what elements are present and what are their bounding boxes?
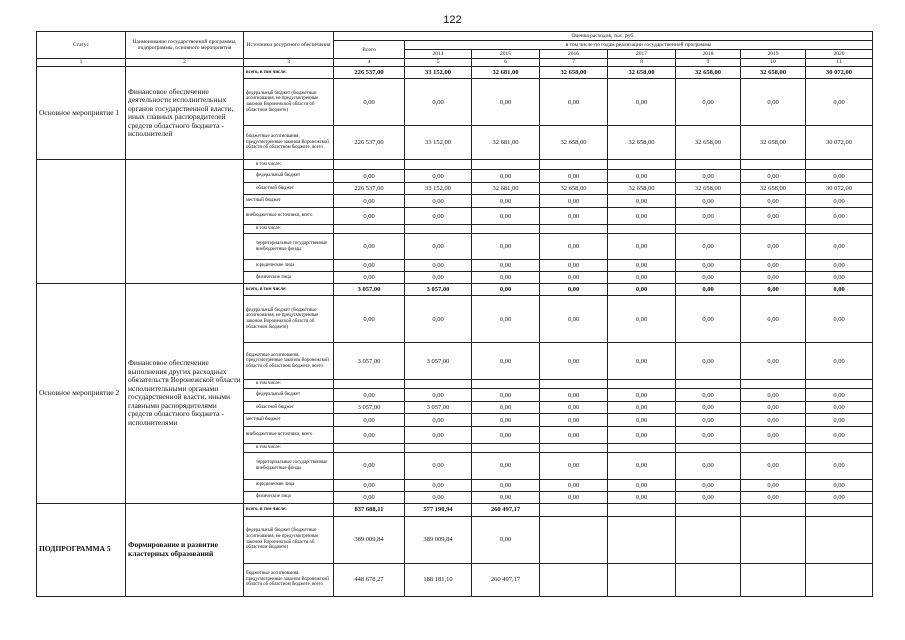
value-cell: 0,00 xyxy=(334,479,405,491)
value-cell: 0,00 xyxy=(608,427,676,444)
value-cell: 32 681,00 xyxy=(472,67,540,79)
value-cell: 0,00 xyxy=(741,427,806,444)
value-cell xyxy=(472,160,540,170)
header-year: 2015 xyxy=(472,50,540,59)
value-cell: 0,00 xyxy=(806,260,873,272)
value-cell: 0,00 xyxy=(405,491,472,503)
value-cell: 0,00 xyxy=(608,208,676,225)
value-cell: 0,00 xyxy=(741,402,806,414)
value-cell: 0,00 xyxy=(334,195,405,208)
value-cell: 0,00 xyxy=(405,296,472,343)
value-cell: 0,00 xyxy=(334,272,405,284)
value-cell: 0,00 xyxy=(540,414,608,427)
row-source: юридические лица xyxy=(244,260,334,272)
row-source: бюджетные ассигнования, предусмотренные законом Воронежской области об областном бюджете, всего xyxy=(244,343,334,380)
row-source: всего, в том числе: xyxy=(244,67,334,79)
value-cell xyxy=(806,380,873,389)
value-cell: 0,00 xyxy=(676,402,741,414)
value-cell: 0,00 xyxy=(676,234,741,260)
column-number: 6 xyxy=(472,59,540,67)
value-cell: 3 057,00 xyxy=(405,343,472,380)
value-cell: 389 009,84 xyxy=(405,516,472,563)
value-cell xyxy=(608,563,676,596)
value-cell xyxy=(676,380,741,389)
value-cell: 0,00 xyxy=(334,389,405,402)
value-cell xyxy=(334,160,405,170)
table-row xyxy=(37,160,873,170)
header-total: Всего xyxy=(334,41,405,59)
row-source: федеральный бюджет xyxy=(244,170,334,183)
value-cell: 0,00 xyxy=(472,427,540,444)
value-cell: 0,00 xyxy=(608,343,676,380)
value-cell: 32 658,00 xyxy=(741,126,806,160)
value-cell xyxy=(540,444,608,453)
value-cell: 0,00 xyxy=(540,284,608,296)
value-cell: 0,00 xyxy=(608,79,676,126)
value-cell xyxy=(741,503,806,516)
row-source: областной бюджет xyxy=(244,183,334,195)
value-cell: 0,00 xyxy=(806,234,873,260)
row-source: физические лица xyxy=(244,491,334,503)
value-cell: 0,00 xyxy=(334,414,405,427)
value-cell: 0,00 xyxy=(334,260,405,272)
header-year: 2016 xyxy=(540,50,608,59)
value-cell: 0,00 xyxy=(741,343,806,380)
value-cell: 32 681,00 xyxy=(472,126,540,160)
value-cell xyxy=(608,380,676,389)
header-status: Статус xyxy=(37,32,126,59)
value-cell: 837 688,11 xyxy=(334,503,405,516)
value-cell: 32 658,00 xyxy=(676,67,741,79)
value-cell: 32 658,00 xyxy=(741,183,806,195)
value-cell xyxy=(405,160,472,170)
value-cell: 3 057,00 xyxy=(405,402,472,414)
value-cell: 260 497,17 xyxy=(472,503,540,516)
value-cell: 0,00 xyxy=(608,195,676,208)
column-number: 2 xyxy=(126,59,244,67)
row-source: территориальные государственные внебюджетные фонды xyxy=(244,234,334,260)
value-cell: 0,00 xyxy=(472,414,540,427)
value-cell xyxy=(540,380,608,389)
value-cell: 0,00 xyxy=(741,170,806,183)
value-cell xyxy=(540,503,608,516)
value-cell xyxy=(741,444,806,453)
value-cell: 0,00 xyxy=(540,272,608,284)
value-cell xyxy=(608,444,676,453)
value-cell: 0,00 xyxy=(676,272,741,284)
budget-table xyxy=(36,31,873,597)
value-cell: 3 057,00 xyxy=(334,402,405,414)
value-cell: 0,00 xyxy=(540,402,608,414)
value-cell: 226 537,00 xyxy=(334,126,405,160)
value-cell: 33 152,00 xyxy=(405,126,472,160)
value-cell: 0,00 xyxy=(806,402,873,414)
value-cell xyxy=(806,444,873,453)
value-cell: 0,00 xyxy=(676,389,741,402)
value-cell: 0,00 xyxy=(806,491,873,503)
value-cell xyxy=(334,444,405,453)
value-cell xyxy=(741,225,806,234)
value-cell: 0,00 xyxy=(472,79,540,126)
row-program-name: Финансовое обеспечение деятельности исполнительных органов государственной власти, иных главных распорядителей средств областного бюджета - исполнителей xyxy=(126,67,244,160)
column-number: 10 xyxy=(741,59,806,67)
value-cell xyxy=(676,160,741,170)
row-program-name: Финансовое обеспечение выполнения других расходных обязательств Воронежской области исполнительными органами государственной власти, иными главными распорядителями средств областного бюджета - исполнителями xyxy=(126,284,244,504)
value-cell: 32 658,00 xyxy=(608,183,676,195)
value-cell: 0,00 xyxy=(608,234,676,260)
value-cell: 0,00 xyxy=(334,491,405,503)
value-cell: 0,00 xyxy=(540,234,608,260)
value-cell: 0,00 xyxy=(806,343,873,380)
value-cell: 0,00 xyxy=(741,208,806,225)
value-cell xyxy=(405,225,472,234)
value-cell: 0,00 xyxy=(676,296,741,343)
value-cell xyxy=(608,516,676,563)
value-cell: 30 072,00 xyxy=(806,126,873,160)
value-cell: 0,00 xyxy=(405,170,472,183)
value-cell xyxy=(676,503,741,516)
value-cell: 0,00 xyxy=(472,260,540,272)
row-program-name xyxy=(126,160,244,284)
value-cell xyxy=(405,380,472,389)
value-cell: 0,00 xyxy=(472,208,540,225)
value-cell: 0,00 xyxy=(806,479,873,491)
value-cell: 0,00 xyxy=(676,427,741,444)
value-cell xyxy=(405,444,472,453)
value-cell: 0,00 xyxy=(741,491,806,503)
value-cell xyxy=(806,160,873,170)
value-cell: 0,00 xyxy=(608,260,676,272)
value-cell: 0,00 xyxy=(806,452,873,479)
value-cell: 0,00 xyxy=(472,195,540,208)
value-cell: 0,00 xyxy=(608,272,676,284)
value-cell: 260 497,17 xyxy=(472,563,540,596)
row-source: всего, в том числе: xyxy=(244,284,334,296)
value-cell: 0,00 xyxy=(334,79,405,126)
value-cell xyxy=(608,160,676,170)
table-row xyxy=(37,503,873,516)
value-cell: 0,00 xyxy=(472,402,540,414)
value-cell: 226 537,00 xyxy=(334,67,405,79)
value-cell: 0,00 xyxy=(540,343,608,380)
value-cell: 0,00 xyxy=(405,427,472,444)
value-cell: 32 658,00 xyxy=(608,67,676,79)
value-cell: 3 057,00 xyxy=(334,284,405,296)
row-source: внебюджетные источники, всего xyxy=(244,427,334,444)
column-number: 4 xyxy=(334,59,405,67)
value-cell: 0,00 xyxy=(741,479,806,491)
value-cell xyxy=(472,225,540,234)
column-number: 7 xyxy=(540,59,608,67)
value-cell: 0,00 xyxy=(608,402,676,414)
value-cell: 188 181,10 xyxy=(405,563,472,596)
value-cell: 0,00 xyxy=(741,296,806,343)
value-cell: 33 152,00 xyxy=(405,67,472,79)
value-cell xyxy=(676,444,741,453)
value-cell: 0,00 xyxy=(676,452,741,479)
value-cell: 30 072,00 xyxy=(806,67,873,79)
value-cell: 0,00 xyxy=(405,195,472,208)
table-row xyxy=(37,67,873,79)
column-number: 11 xyxy=(806,59,873,67)
value-cell xyxy=(608,503,676,516)
value-cell: 0,00 xyxy=(676,195,741,208)
header-year: 2020 xyxy=(806,50,873,59)
value-cell xyxy=(676,563,741,596)
column-number: 1 xyxy=(37,59,126,67)
value-cell: 0,00 xyxy=(540,208,608,225)
value-cell xyxy=(806,225,873,234)
header-year: 2019 xyxy=(741,50,806,59)
value-cell: 0,00 xyxy=(405,479,472,491)
header-year: 2017 xyxy=(608,50,676,59)
value-cell: 0,00 xyxy=(608,284,676,296)
value-cell: 30 072,00 xyxy=(806,183,873,195)
value-cell: 0,00 xyxy=(405,414,472,427)
value-cell xyxy=(806,503,873,516)
page-number: 122 xyxy=(443,14,462,26)
row-source: федеральный бюджет (бюджетные ассигнования, не предусмотренные законом Воронежской области об областном бюджете) xyxy=(244,79,334,126)
value-cell: 32 658,00 xyxy=(741,67,806,79)
value-cell: 32 658,00 xyxy=(608,126,676,160)
value-cell: 32 658,00 xyxy=(540,183,608,195)
value-cell xyxy=(334,380,405,389)
value-cell: 0,00 xyxy=(472,343,540,380)
row-source: бюджетные ассигнования, предусмотренные законом Воронежской области об областном бюджете, всего xyxy=(244,563,334,596)
value-cell xyxy=(676,516,741,563)
row-status: Основное мероприятие 1 xyxy=(37,67,126,160)
value-cell: 0,00 xyxy=(806,414,873,427)
row-source: местный бюджет xyxy=(244,195,334,208)
value-cell: 0,00 xyxy=(608,170,676,183)
column-number: 5 xyxy=(405,59,472,67)
value-cell: 32 658,00 xyxy=(540,67,608,79)
value-cell xyxy=(540,225,608,234)
value-cell xyxy=(741,160,806,170)
value-cell: 0,00 xyxy=(540,427,608,444)
value-cell: 389 009,84 xyxy=(334,516,405,563)
value-cell: 226 537,00 xyxy=(334,183,405,195)
value-cell xyxy=(334,225,405,234)
value-cell: 0,00 xyxy=(741,452,806,479)
row-source: федеральный бюджет xyxy=(244,389,334,402)
row-status: ПОДПРОГРАММА 5 xyxy=(37,503,126,596)
row-status xyxy=(37,160,126,284)
value-cell xyxy=(540,516,608,563)
value-cell: 0,00 xyxy=(806,296,873,343)
value-cell: 0,00 xyxy=(472,491,540,503)
value-cell: 0,00 xyxy=(741,389,806,402)
value-cell: 0,00 xyxy=(608,296,676,343)
header-year: 2014 xyxy=(405,50,472,59)
header-by-years: в том числе по годам реализации государственной программы xyxy=(405,41,873,50)
value-cell: 0,00 xyxy=(540,260,608,272)
header-program: Наименование государственной программы, подпрограммы, основного мероприятия xyxy=(126,32,244,59)
value-cell: 0,00 xyxy=(540,79,608,126)
value-cell: 0,00 xyxy=(676,260,741,272)
value-cell xyxy=(540,563,608,596)
value-cell: 0,00 xyxy=(608,491,676,503)
value-cell: 0,00 xyxy=(741,284,806,296)
value-cell: 0,00 xyxy=(334,208,405,225)
value-cell: 0,00 xyxy=(540,195,608,208)
value-cell: 0,00 xyxy=(334,296,405,343)
value-cell: 0,00 xyxy=(472,479,540,491)
value-cell: 0,00 xyxy=(472,234,540,260)
value-cell xyxy=(472,444,540,453)
column-number: 9 xyxy=(676,59,741,67)
row-source: в том числе: xyxy=(244,225,334,234)
value-cell: 0,00 xyxy=(540,479,608,491)
value-cell xyxy=(741,380,806,389)
header-estimate: Оценка расходов, тыс. руб. xyxy=(334,32,873,41)
header-source: Источники ресурсного обеспечения xyxy=(244,32,334,59)
row-source: бюджетные ассигнования, предусмотренные законом Воронежской области об областном бюджете, всего xyxy=(244,126,334,160)
value-cell: 0,00 xyxy=(540,491,608,503)
value-cell: 0,00 xyxy=(806,195,873,208)
value-cell xyxy=(741,563,806,596)
row-source: всего, в том числе: xyxy=(244,503,334,516)
value-cell: 0,00 xyxy=(741,272,806,284)
value-cell: 0,00 xyxy=(405,452,472,479)
value-cell: 0,00 xyxy=(741,260,806,272)
value-cell: 0,00 xyxy=(472,284,540,296)
value-cell: 0,00 xyxy=(540,170,608,183)
value-cell xyxy=(741,516,806,563)
value-cell xyxy=(608,225,676,234)
value-cell: 0,00 xyxy=(676,208,741,225)
value-cell: 0,00 xyxy=(608,479,676,491)
row-source: физические лица xyxy=(244,272,334,284)
header-year: 2018 xyxy=(676,50,741,59)
value-cell: 0,00 xyxy=(806,272,873,284)
value-cell xyxy=(806,563,873,596)
row-source: территориальные государственные внебюджетные фонды xyxy=(244,452,334,479)
value-cell: 0,00 xyxy=(676,79,741,126)
row-source: внебюджетные источники, всего xyxy=(244,208,334,225)
value-cell: 0,00 xyxy=(540,296,608,343)
value-cell: 0,00 xyxy=(608,414,676,427)
value-cell: 0,00 xyxy=(405,208,472,225)
value-cell: 3 057,00 xyxy=(334,343,405,380)
value-cell: 0,00 xyxy=(676,170,741,183)
value-cell: 0,00 xyxy=(741,234,806,260)
value-cell: 448 678,27 xyxy=(334,563,405,596)
row-source: в том числе: xyxy=(244,444,334,453)
value-cell: 0,00 xyxy=(405,272,472,284)
value-cell: 3 057,00 xyxy=(405,284,472,296)
value-cell: 0,00 xyxy=(608,389,676,402)
value-cell: 0,00 xyxy=(806,170,873,183)
value-cell: 0,00 xyxy=(334,170,405,183)
value-cell: 0,00 xyxy=(472,272,540,284)
value-cell: 0,00 xyxy=(540,452,608,479)
value-cell: 0,00 xyxy=(806,208,873,225)
value-cell: 0,00 xyxy=(741,414,806,427)
value-cell: 0,00 xyxy=(608,452,676,479)
value-cell: 0,00 xyxy=(334,452,405,479)
value-cell: 0,00 xyxy=(806,79,873,126)
value-cell: 0,00 xyxy=(676,343,741,380)
value-cell: 0,00 xyxy=(676,284,741,296)
row-source: местный бюджет xyxy=(244,414,334,427)
value-cell: 0,00 xyxy=(405,389,472,402)
value-cell: 577 190,94 xyxy=(405,503,472,516)
row-source: федеральный бюджет (бюджетные ассигнования, не предусмотренные законом Воронежской области об областном бюджете) xyxy=(244,516,334,563)
value-cell: 0,00 xyxy=(806,427,873,444)
value-cell: 0,00 xyxy=(676,491,741,503)
value-cell: 0,00 xyxy=(405,234,472,260)
value-cell: 0,00 xyxy=(741,79,806,126)
value-cell: 0,00 xyxy=(405,79,472,126)
value-cell: 32 658,00 xyxy=(676,183,741,195)
value-cell xyxy=(472,380,540,389)
value-cell: 0,00 xyxy=(806,389,873,402)
value-cell: 0,00 xyxy=(405,260,472,272)
table-row xyxy=(37,284,873,296)
column-number: 3 xyxy=(244,59,334,67)
value-cell: 0,00 xyxy=(334,427,405,444)
value-cell: 0,00 xyxy=(472,296,540,343)
row-status: Основное мероприятие 2 xyxy=(37,284,126,504)
value-cell: 0,00 xyxy=(676,479,741,491)
value-cell: 0,00 xyxy=(741,195,806,208)
row-source: в том числе: xyxy=(244,380,334,389)
row-program-name: Формирование и развитие кластерных образований xyxy=(126,503,244,596)
value-cell: 32 658,00 xyxy=(676,126,741,160)
row-source: федеральный бюджет (бюджетные ассигнования, не предусмотренные законом Воронежской области об областном бюджете) xyxy=(244,296,334,343)
value-cell: 0,00 xyxy=(676,414,741,427)
value-cell xyxy=(676,225,741,234)
value-cell xyxy=(540,160,608,170)
value-cell: 0,00 xyxy=(472,452,540,479)
row-source: юридические лица xyxy=(244,479,334,491)
value-cell: 0,00 xyxy=(472,516,540,563)
value-cell: 32 658,00 xyxy=(540,126,608,160)
row-source: в том числе: xyxy=(244,160,334,170)
value-cell: 33 152,00 xyxy=(405,183,472,195)
value-cell: 32 681,00 xyxy=(472,183,540,195)
row-source: областной бюджет xyxy=(244,402,334,414)
value-cell: 0,00 xyxy=(472,170,540,183)
value-cell xyxy=(806,516,873,563)
column-number: 8 xyxy=(608,59,676,67)
value-cell: 0,00 xyxy=(472,389,540,402)
value-cell: 0,00 xyxy=(334,234,405,260)
value-cell: 0,00 xyxy=(540,389,608,402)
value-cell: 0,00 xyxy=(806,284,873,296)
